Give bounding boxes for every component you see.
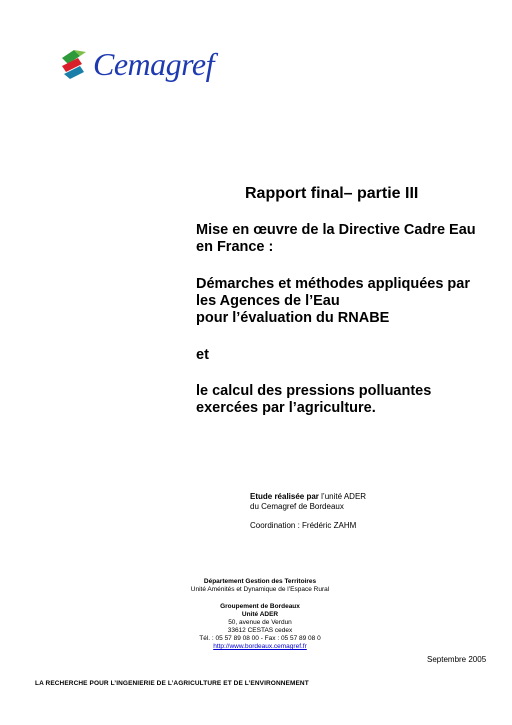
group-address1: 50, avenue de Verdun [228,619,292,626]
group-block [160,603,360,651]
subject-conjunction [196,347,209,364]
coordination: Coordination : Frédéric ZAHM [250,521,357,530]
subject-heading [196,222,476,256]
footer-tagline: LA RECHERCHE POUR L’INGENIERIE DE L’AGRICULTURE ET DE L’ENVIRONNEMENT [35,680,309,687]
subject-line: Mise en œuvre de la Directive Cadre Eau [196,222,476,238]
cemagref-logo [60,44,215,84]
subject-line: les Agences de l’Eau [196,293,340,309]
report-title: Rapport final– partie III [245,185,419,202]
department-block [160,578,360,594]
subject-line: pour l’évaluation du RNABE [196,310,390,326]
department-unit: Unité Aménités et Dynamique de l’Espace Rural [190,586,330,593]
group-address2: 33612 CESTAS cedex [227,627,293,634]
subject-line: Démarches et méthodes appliquées par [196,276,470,292]
subject-line: en France : [196,239,274,255]
study-by: l’unité ADER [318,492,367,501]
department-name: Département Gestion des Territoires [203,578,317,585]
group-website-link[interactable]: http://www.bordeaux.cemagref.fr [213,643,307,650]
logo-text: Cemagref [93,46,215,82]
group-phone: Tél. : 05 57 89 08 00 - Fax : 05 57 89 08 0 [199,635,321,642]
subject-methods [196,276,470,327]
study-line2: du Cemagref de Bordeaux [250,502,344,511]
group-name: Groupement de Bordeaux [220,603,300,610]
subject-line: et [196,347,209,363]
report-date: Septembre 2005 [427,655,487,664]
subject-line: le calcul des pressions polluantes [196,383,432,399]
study-label: Etude réalisée par [250,492,319,501]
study-credit [250,492,366,512]
subject-line: exercées par l’agriculture. [196,400,376,416]
group-unit: Unité ADER [241,611,279,618]
subject-pressures [196,383,431,417]
cemagref-logo-icon [60,48,92,80]
